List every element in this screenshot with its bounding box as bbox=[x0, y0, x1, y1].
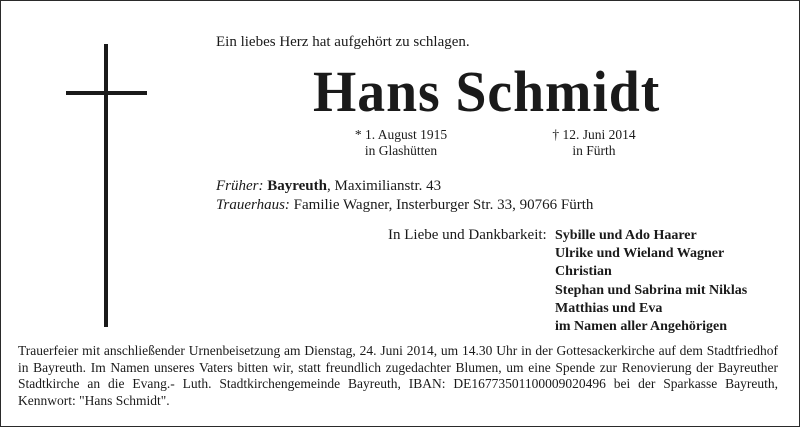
mourning-house-value: Familie Wagner, Insterburger Str. 33, 90766 Fürth bbox=[289, 197, 594, 213]
former-label: Früher: bbox=[216, 178, 264, 194]
mourner-line: Stephan und Sabrina mit Niklas bbox=[555, 282, 748, 298]
mourning-house-line bbox=[216, 196, 593, 215]
former-address-line bbox=[216, 177, 593, 196]
address-block bbox=[216, 177, 593, 215]
birth-info bbox=[341, 127, 461, 159]
mourning-house-label: Trauerhaus: bbox=[216, 197, 290, 213]
mourner-line: Christian bbox=[555, 264, 612, 280]
death-info bbox=[534, 127, 654, 159]
death-date: † 12. Juni 2014 bbox=[552, 127, 636, 142]
mourners-list bbox=[555, 227, 747, 336]
mourner-line: Sybille und Ado Haarer bbox=[555, 228, 697, 243]
former-street: , Maximilianstr. 43 bbox=[326, 178, 442, 194]
birth-place: in Glashütten bbox=[364, 143, 438, 158]
deceased-name: Hans Schmidt bbox=[313, 59, 661, 124]
mourners-label: In Liebe und Dankbarkeit: bbox=[388, 227, 547, 243]
cross-symbol bbox=[104, 44, 108, 327]
mourner-line: Matthias und Eva bbox=[555, 300, 663, 316]
birth-date: * 1. August 1915 bbox=[354, 127, 448, 142]
mourner-line: Ulrike und Wieland Wagner bbox=[555, 246, 725, 262]
death-place: in Fürth bbox=[572, 143, 616, 158]
former-city: Bayreuth bbox=[267, 178, 327, 194]
funeral-details: Trauerfeier mit anschließender Urnenbeisetzung am Dienstag, 24. Juni 2014, um 14.30 Uhr in der Gottesackerkirche auf dem Stadtfriedhof in Bayreuth. Im Namen unseres Vaters bitten wir, statt freundlich zugedachter Blumen, um eine Spende zur Renovierung der Bayreuther Stadtkirche an die Evang.- Luth. Stadtkirchengemeinde Bayreuth, IBAN: DE16773501100009020496 bei der Sparkasse Bayreuth, Kennwort: "Hans Schmidt". bbox=[18, 343, 778, 408]
cross-symbol-bar bbox=[66, 91, 147, 95]
mourner-line: im Namen aller Angehörigen bbox=[555, 319, 728, 335]
intro-line: Ein liebes Herz hat aufgehört zu schlagen. bbox=[216, 34, 470, 50]
